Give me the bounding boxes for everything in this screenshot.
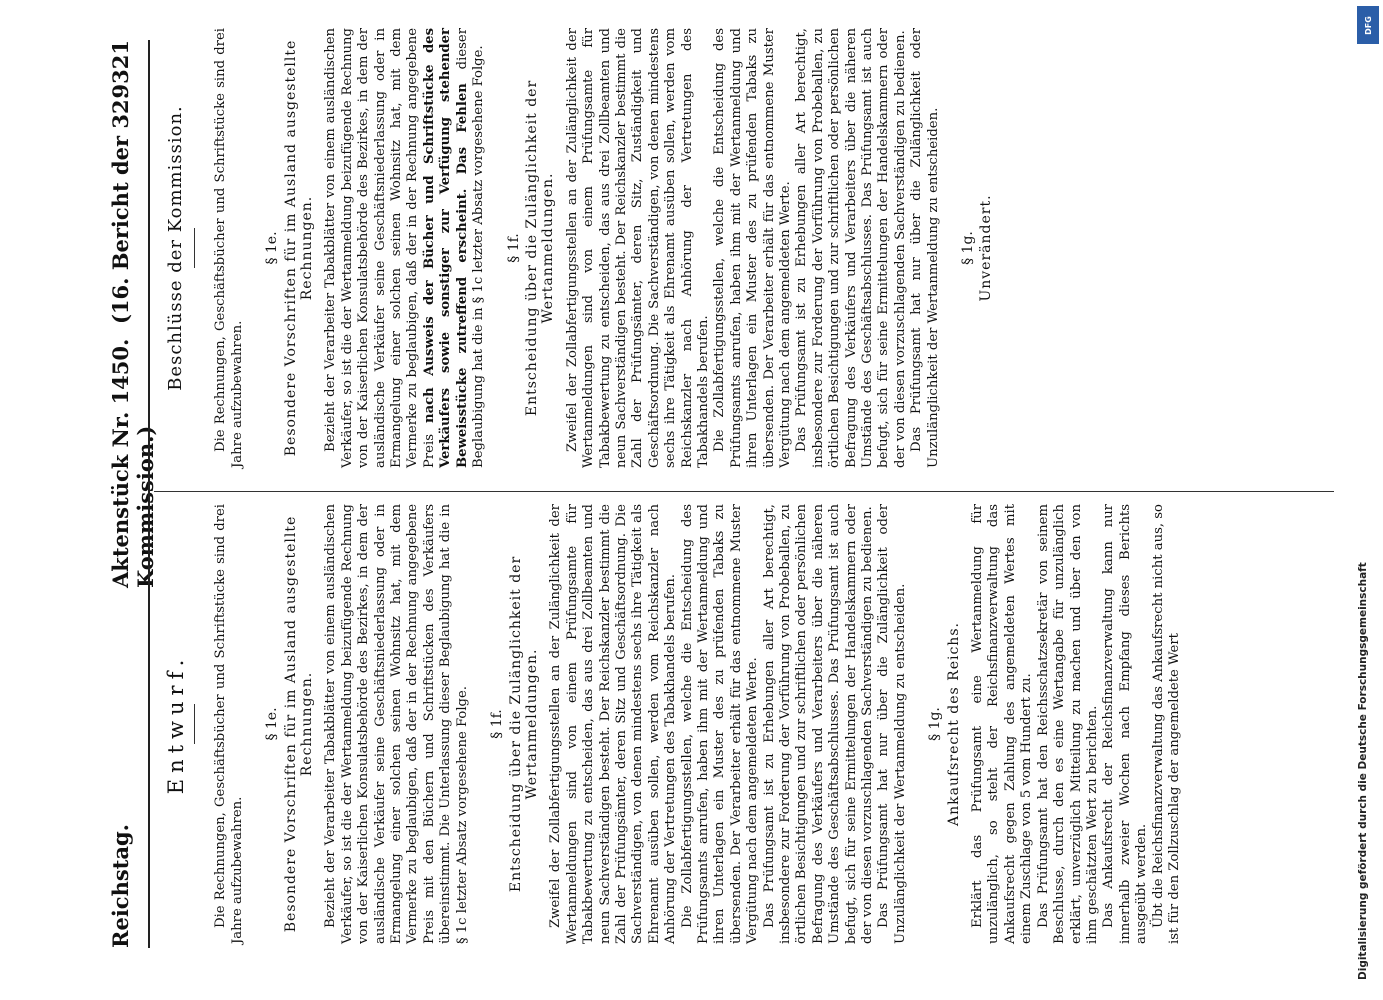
commission-section-1f-text-3: Das Prüfungsamt ist zu Erhebungen aller Art berechtigt, insbesondere zur Forderung der Vorführung von Probeballen, zu örtlichen Besichtigungen und zur schriftlichen oder persönlichen Befragung des Verkäufers und Verarbeiters über die näheren Umstände des Geschäftsabschlusses. Das Prüfungsamt ist auch befugt, sich für seine Ermittelungen der Handelskammern oder der von diesen vorzuschlagenden Sachverständigen zu bedienen. (794, 28, 908, 468)
page-header (108, 40, 158, 948)
draft-section-1e-text: Bezieht der Verarbeiter Tabakblätter von einem ausländischen Verkäufer, so ist die der Wertanmeldung beizufügende Rechnung von der Kaiserlichen Konsulatsbehörde des Bezirkes, in dem der ausländische Verkäufer seine Geschäftsniederlassung oder in Ermangelung einer solchen seinen Wohnsitz hat, mit dem Vermerke zu beglaubigen, daß der in der Rechnung angegebene Preis mit den Büchern und Schriftstücken des Verkäufers übereinstimmt. Die Unterlassung dieser Beglaubigung hat die in § 1c letzter Absatz vorgesehene Folge. (323, 504, 470, 944)
document-page (40, 0, 1360, 1000)
draft-section-1f-number: § 1f. (489, 709, 506, 739)
commission-column (162, 28, 1003, 468)
draft-section-1f-text-1: Zweifel der Zollabfertigungsstellen an der Zulänglichkeit der Wertanmeldungen sind von einem Prüfungsamte für Tabakbewertung zu entscheiden, das aus drei Zollbeamten und neun Sachverständigen besteht. Der Reichskanzler bestimmt die Zahl der Prüfungsämter, deren Sitz und Geschäftsordnung. Die Sachverständigen, von denen mindestens sechs ihre Tätigkeit als Ehrenamt ausüben sollen, werden vom Reichskanzler nach Anhörung der Vertretungen des Tabakhandels berufen. (548, 504, 679, 944)
title-rule (194, 228, 195, 268)
commission-section-1e-number: § 1e. (264, 231, 281, 265)
draft-section-1g-number: § 1g. (927, 707, 944, 741)
commission-section-1f-title: Entscheidung über die Zulänglichkeit der Wertanmeldungen. (523, 79, 557, 417)
draft-title: Entwurf. (164, 653, 188, 795)
title-rule (194, 704, 195, 744)
commission-1e-text-amended: nach Ausweis der Bücher und Schriftstücke des Verkäufers sowie sonstiger zur Verfügung stehender Beweisstücke zutreffend erscheint. Das Fehlen (421, 28, 470, 468)
draft-intro: Die Rechnungen, Geschäftsbücher und Schriftstücke sind drei Jahre aufzubewahren. (213, 504, 245, 944)
draft-section-1f-text-4: Das Prüfungsamt hat nur über die Zulänglichkeit oder Unzulänglichkeit der Wertanmeldung zu entscheiden. (876, 504, 908, 944)
header-report-label: (16. Bericht der 32. Kommission.) (108, 92, 158, 588)
commission-1e-text-a: Bezieht der Verarbeiter Tabakblätter von einem ausländischen Verkäufer, so ist die der Wertanmeldung beizufügende Rechnung von der Kaiserlichen Konsulatsbehörde des Bezirkes, in dem der ausländische Verkäufer seine Geschäftsniederlassung oder in Ermangelung einer solchen seinen Wohnsitz hat, mit dem Vermerke zu beglaubigen, daß der in der Rechnung angegebene Preis (323, 28, 437, 468)
draft-section-1g-title: Ankaufsrecht des Reichs. (945, 622, 962, 826)
commission-section-1f-number: § 1f. (505, 233, 522, 263)
draft-section-1g-text-2: Das Prüfungsamt hat den Reichsschatzsekretär von seinem Beschlusse, durch den es eine Wertangabe für unzulänglich erklärt, unverzüglich Mitteilung zu machen und über den von ihm geschätzten Wert zu berichten. (1035, 504, 1100, 944)
dfg-logo: DFG (1357, 6, 1379, 44)
column-divider (154, 491, 1334, 492)
header-document-number: Aktenstück Nr. 1450. (16. Bericht der 32. Kommission.) (108, 92, 158, 588)
draft-section-1g-text-3: Das Ankaufsrecht der Reichsfinanzverwaltung kann nur innerhalb zweier Wochen nach Empfang dieses Berichts ausgeübt werden. (1101, 504, 1150, 944)
draft-section-1g-text-4: Übt die Reichsfinanzverwaltung das Ankaufsrecht nicht aus, so ist für den Zollzuschlag der angemeldete Wert (1150, 504, 1182, 944)
header-reichstag: Reichstag. (108, 824, 133, 948)
draft-section-1e-number: § 1e. (264, 707, 281, 741)
commission-title: Beschlüsse der Kommission. (165, 105, 186, 391)
draft-section-1f-text-2: Die Zollabfertigungsstellen, welche die Entscheidung des Prüfungsamts anrufen, haben ihm mit der Wertanmeldung und ihren Unterlagen ein Muster des zu prüfenden Tabaks zu übersenden. Der Verarbeiter erhält für das entnommene Muster Vergütung nach dem angemeldeten Werte. (679, 504, 761, 944)
commission-section-1f-text-4: Das Prüfungsamt hat nur über die Zulänglichkeit oder Unzulänglichkeit der Wertanmeldung zu entscheiden. (909, 28, 941, 468)
commission-intro: Die Rechnungen, Geschäftsbücher und Schriftstücke sind drei Jahre aufzubewahren. (213, 28, 245, 468)
draft-column (162, 504, 1183, 944)
draft-section-1f-title: Entscheidung über die Zulänglichkeit der Wertanmeldungen. (507, 555, 540, 893)
commission-1e-text-b: dieser Beglaubigung hat die in § 1c letzter Absatz vorgesehene Folge. (454, 28, 487, 468)
draft-section-1f-text-3: Das Prüfungsamt ist zu Erhebungen aller Art berechtigt, insbesondere zur Forderung der Vorführung von Probeballen, zu örtlichen Besichtigungen und zur schriftlichen oder persönlichen Befragung des Verkäufers und Verarbeiters über die näheren Umstände des Geschäftsabschlusses. Das Prüfungsamt ist auch befugt, sich für seine Ermittelungen der Handelskammern oder der von diesen vorzuschlagenden Sachverständigen zu bedienen. (761, 504, 876, 944)
digitization-credit: Digitalisierung gefördert durch die Deutsche Forschungsgemeinschaft (1357, 562, 1369, 980)
commission-section-1f-text-1: Zweifel der Zollabfertigungsstellen an der Zulänglichkeit der Wertanmeldungen sind von einem Prüfungsamte für Tabakbewertung zu entscheiden, das aus drei Zollbeamten und neun Sachverständigen besteht. Der Reichskanzler bestimmt die Zahl der Prüfungsämter, deren Sitz, Zuständigkeit und Geschäftsordnung. Die Sachverständigen, von denen mindestens sechs ihre Tätigkeit als Ehrenamt ausüben sollen, werden vom Reichskanzler nach Anhörung der Vertretungen des Tabakhandels berufen. (564, 28, 711, 468)
header-rule (148, 40, 150, 948)
draft-section-1e-title: Besondere Vorschriften für im Ausland ausgestellte Rechnungen. (282, 515, 316, 933)
commission-section-1e-title: Besondere Vorschriften für im Ausland ausgestellte Rechnungen. (282, 39, 316, 457)
commission-section-1e-text (323, 28, 487, 468)
commission-section-1f-text-2: Die Zollabfertigungsstellen, welche die Entscheidung des Prüfungsamts anrufen, haben ihm mit der Wertanmeldung und ihren Unterlagen ein Muster des zu prüfenden Tabaks zu übersenden. Der Verarbeiter erhält für das entnommene Muster Vergütung nach dem angemeldeten Werte. (712, 28, 793, 468)
page-number: 9321 (108, 40, 133, 99)
commission-section-1g-text: Unverändert. (978, 194, 995, 302)
draft-section-1g-text-1: Erklärt das Prüfungsamt eine Wertanmeldung für unzulänglich, so steht der Reichsfinanzverwaltung das Ankaufsrecht gegen Zahlung des angemeldeten Wertes mit einem Zuschlage von 5 vom Hundert zu. (970, 504, 1035, 944)
commission-section-1g-number: § 1g. (960, 231, 977, 265)
